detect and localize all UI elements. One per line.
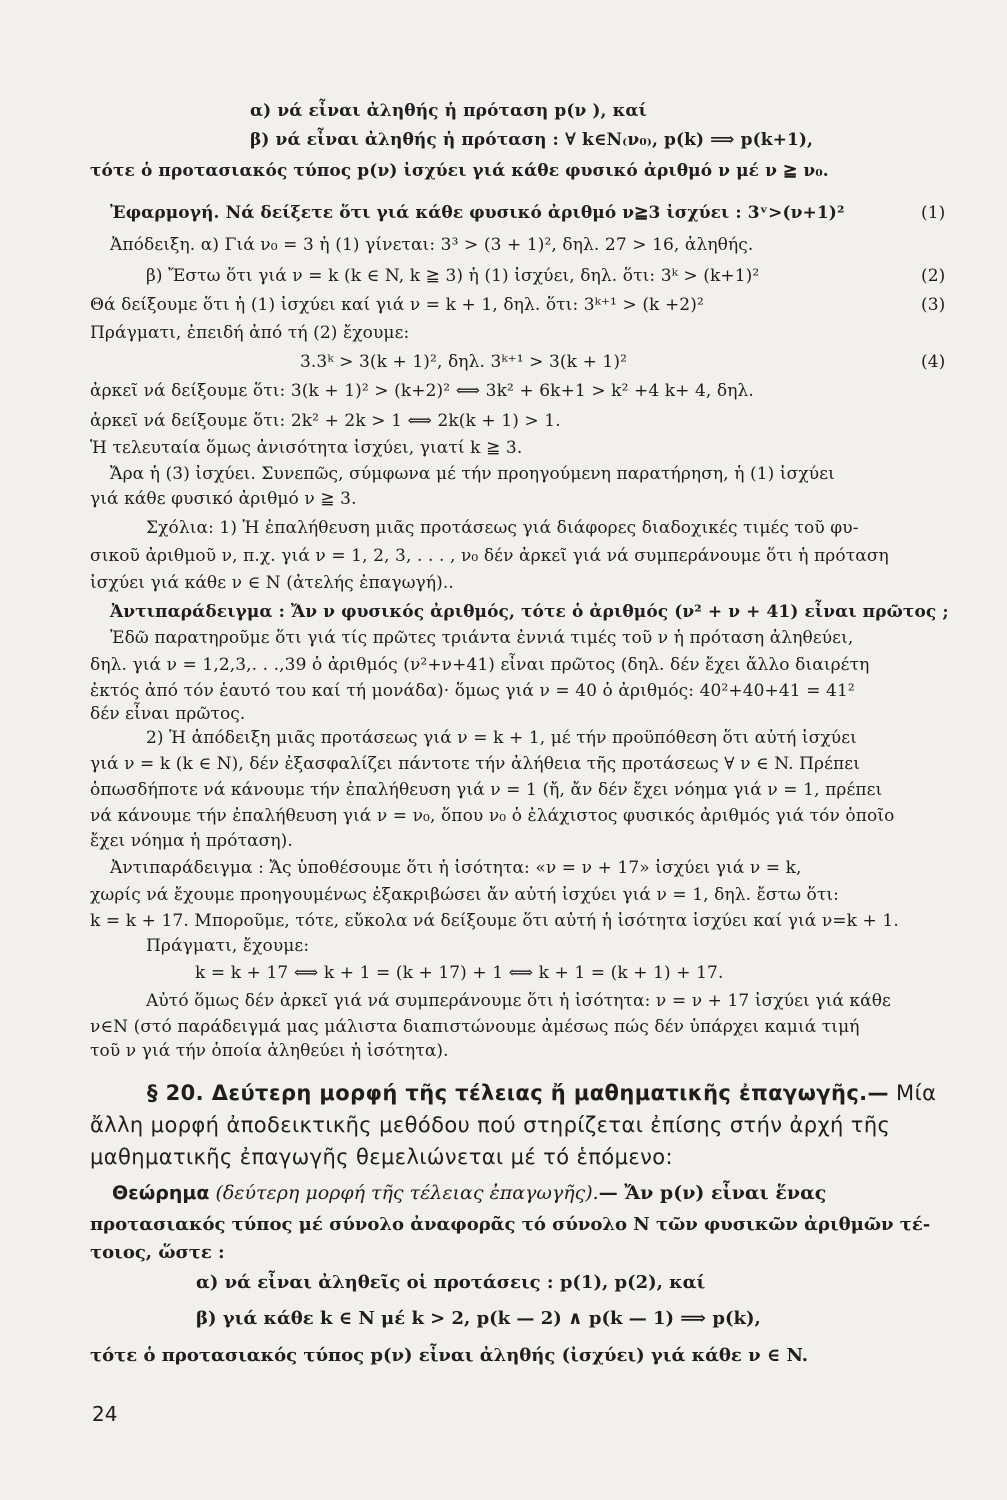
proof-conclusion-1: Ἄρα ἡ (3) ἰσχύει. Συνεπῶς, σύμφωνα μέ τήν προηγούμενη παρατήρηση, ἡ (1) ἰσχύει (110, 464, 835, 484)
equation-number-3: (3) (921, 295, 946, 315)
condition-b: β) νά εἶναι ἀληθής ἡ πρόταση : ∀ k∈N₍ν₀₎, p(k) ⟹ p(k+1), (250, 130, 814, 150)
theorem-line-3: τοιος, ὥστε : (90, 1242, 225, 1263)
condition-conclusion: τότε ὁ προτασιακός τύπος p(ν) ἰσχύει γιά κάθε φυσικό ἀριθμό ν μέ ν ≧ ν₀. (90, 161, 829, 181)
counterexample-2-line-5: Αὐτό ὅμως δέν ἀρκεῖ γιά νά συμπεράνουμε ὅτι ἡ ἰσότητα: ν = ν + 17 ἰσχύει γιά κάθε (146, 991, 891, 1011)
counterexample-2-line-1: Ἀντιπαράδειγμα : Ἄς ὑποθέσουμε ὅτι ἡ ἰσότητα: «ν = ν + 17» ἰσχύει γιά ν = k, (110, 858, 802, 878)
counterexample-2-line-7: τοῦ ν γιά τήν ὁποία ἀληθεύει ἡ ἰσότητα). (90, 1041, 449, 1061)
theorem-condition-a: α) νά εἶναι ἀληθεῖς οἱ προτάσεις : p(1), p(2), καί (196, 1272, 706, 1293)
theorem-condition-b: β) γιά κάθε k ∈ N μέ k > 2, p(k — 2) ∧ p(k — 1) ⟹ p(k), (196, 1308, 761, 1329)
condition-a: α) νά εἶναι ἀληθής ἡ πρόταση p(ν ), καί (250, 101, 647, 121)
theorem-line-2: προτασιακός τύπος μέ σύνολο ἀναφορᾶς τό σύνολο N τῶν φυσικῶν ἀριθμῶν τέ- (90, 1214, 931, 1235)
counterexample-2-line-3: k = k + 17. Μποροῦμε, τότε, εὔκολα νά δείξουμε ὅτι αὐτή ἡ ἰσότητα ἰσχύει καί γιά ν=k + 1. (90, 911, 899, 931)
theorem-heading (112, 1180, 826, 1206)
application-statement: Ἐφαρμογή. Νά δείξετε ὅτι γιά κάθε φυσικό ἀριθμό ν≧3 ἰσχύει : 3ᵛ>(ν+1)² (110, 203, 845, 223)
page-number: 24 (92, 1402, 118, 1426)
counterexample-1-line-4: δέν εἶναι πρῶτος. (90, 704, 246, 724)
counterexample-2-line-4: Πράγματι, ἔχουμε: (146, 936, 310, 956)
equation-number-1: (1) (921, 203, 946, 223)
theorem-conclusion: τότε ὁ προτασιακός τύπος p(ν) εἶναι ἀληθής (ἰσχύει) γιά κάθε ν ∈ N. (90, 1345, 809, 1366)
equation-number-2: (2) (921, 266, 946, 286)
equation-4: 3.3ᵏ > 3(k + 1)², δηλ. 3ᵏ⁺¹ > 3(k + 1)² (300, 352, 627, 372)
theorem-line-1: — Ἄν p(ν) εἶναι ἕνας (598, 1182, 827, 1204)
equation-number-4: (4) (921, 352, 946, 372)
counterexample-2-line-6: ν∈N (στό παράδειγμά μας μάλιστα διαπιστώνουμε ἀμέσως πώς δέν ὑπάρχει καμιά τιμή (90, 1017, 860, 1037)
section-20-title: § 20. Δεύτερη μορφή τῆς τέλειας ἤ μαθηματικῆς ἐπαγωγῆς.— (147, 1081, 889, 1105)
remark-1-line-2: σικοῦ ἀριθμοῦ ν, π.χ. γιά ν = 1, 2, 3, . . . , ν₀ δέν ἀρκεῖ γιά νά συμπεράνουμε ὅτι ἡ πρόταση (90, 546, 889, 566)
proof-indeed: Πράγματι, ἐπειδή ἀπό τή (2) ἔχουμε: (90, 323, 410, 343)
counterexample-2-line-2: χωρίς νά ἔχουμε προηγουμένως ἐξακριβώσει ἄν αὐτή ἰσχύει γιά ν = 1, δηλ. ἔστω ὅτι: (90, 885, 839, 905)
counterexample-2-equation: k = k + 17 ⟺ k + 1 = (k + 17) + 1 ⟺ k + 1 = (k + 1) + 17. (195, 963, 724, 983)
proof-part-b: β) Ἔστω ὅτι γιά ν = k (k ∈ N, k ≧ 3) ἡ (1) ἰσχύει, δηλ. ὅτι: 3ᵏ > (k+1)² (146, 266, 760, 286)
theorem-subtitle: (δεύτερη μορφή τῆς τέλειας ἐπαγωγῆς). (209, 1182, 599, 1204)
remark-2-line-4: νά κάνουμε τήν ἐπαλήθευση γιά ν = ν₀, ὅπου ν₀ ὁ ἐλάχιστος φυσικός ἀριθμός γιά τόν ὁποῖο (90, 806, 895, 826)
proof-part-a: Ἀπόδειξη. α) Γιά ν₀ = 3 ἡ (1) γίνεται: 3³ > (3 + 1)², δηλ. 27 > 16, ἀληθής. (110, 235, 754, 255)
remark-2-line-1: 2) Ἡ ἀπόδειξη μιᾶς προτάσεως γιά ν = k + 1, μέ τήν προϋπόθεση ὅτι αὐτή ἰσχύει (146, 728, 857, 748)
remark-1-line-1: Σχόλια: 1) Ἡ ἐπαλήθευση μιᾶς προτάσεως γιά διάφορες διαδοχικές τιμές τοῦ φυ- (146, 518, 859, 538)
section-20-line-3: μαθηματικῆς ἐπαγωγῆς θεμελιώνεται μέ τό ἑπόμενο: (90, 1145, 673, 1169)
proof-show: Θά δείξουμε ὅτι ἡ (1) ἰσχύει καί γιά ν = k + 1, δηλ. ὅτι: 3ᵏ⁺¹ > (k +2)² (90, 295, 704, 315)
remark-2-line-3: ὁπωσδήποτε νά κάνουμε τήν ἐπαλήθευση γιά ν = 1 (ἤ, ἄν δέν ἔχει νόημα γιά ν = 1, πρέπει (90, 780, 883, 800)
section-20-heading (147, 1079, 936, 1107)
remark-1-line-3: ἰσχύει γιά κάθε ν ∈ N (ἀτελής ἐπαγωγή).. (90, 573, 454, 593)
proof-suffices-2: ἀρκεῖ νά δείξουμε ὅτι: 2k² + 2k > 1 ⟺ 2k(k + 1) > 1. (90, 411, 561, 431)
section-20-line-2: ἄλλη μορφή ἀποδεικτικῆς μεθόδου πού στηρίζεται ἐπίσης στήν ἀρχή τῆς (90, 1113, 891, 1137)
theorem-label: Θεώρημα (112, 1182, 210, 1204)
remark-2-line-5: ἔχει νόημα ἡ πρόταση). (90, 831, 293, 851)
counterexample-1-title: Ἀντιπαράδειγμα : Ἄν ν φυσικός ἀριθμός, τότε ὁ ἀριθμός (ν² + ν + 41) εἶναι πρῶτος ; (110, 602, 949, 622)
counterexample-1-line-2: δηλ. γιά ν = 1,2,3,. . .,39 ὁ ἀριθμός (ν²+ν+41) εἶναι πρῶτος (δηλ. δέν ἔχει ἄλλο διαιρέτη (90, 655, 870, 675)
proof-suffices-1: ἀρκεῖ νά δείξουμε ὅτι: 3(k + 1)² > (k+2)² ⟺ 3k² + 6k+1 > k² +4 k+ 4, δηλ. (90, 381, 754, 401)
counterexample-1-line-3: ἐκτός ἀπό τόν ἑαυτό του καί τή μονάδα)· ὅμως γιά ν = 40 ὁ ἀριθμός: 40²+40+41 = 41² (90, 681, 855, 701)
remark-2-line-2: γιά ν = k (k ∈ N), δέν ἐξασφαλίζει πάντοτε τήν ἀλήθεια τῆς προτάσεως ∀ ν ∈ N. Πρέπει (90, 754, 860, 774)
counterexample-1-line-1: Ἐδῶ παρατηροῦμε ὅτι γιά τίς πρῶτες τριάντα ἐννιά τιμές τοῦ ν ἡ πρόταση ἀληθεύει, (110, 628, 854, 648)
section-20-text-start: Μία (888, 1081, 937, 1105)
proof-conclusion-2: γιά κάθε φυσικό ἀριθμό ν ≧ 3. (90, 489, 357, 509)
proof-last-inequality: Ἡ τελευταία ὅμως ἀνισότητα ἰσχύει, γιατί k ≧ 3. (90, 438, 523, 458)
